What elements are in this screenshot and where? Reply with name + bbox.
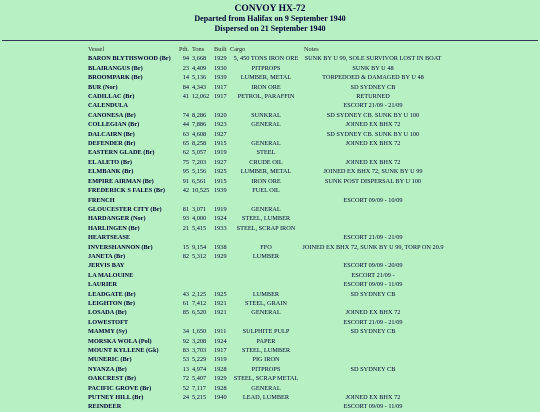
table-row — [88, 92, 444, 101]
cell-notes — [302, 355, 444, 364]
cell-notes — [302, 252, 444, 261]
cell-tons: 4,608 — [192, 130, 207, 138]
cell-tons: 6,520 — [192, 309, 207, 317]
cell-tons: 5,136 — [192, 74, 207, 82]
cell-built: 1925 — [214, 168, 227, 176]
table-row — [88, 73, 444, 82]
cell-tons — [192, 101, 214, 110]
cell-tons — [192, 402, 214, 411]
cell-notes: SUNK BY U 99, SOLE SURVIVOR LOST IN BOAT — [304, 55, 442, 63]
cell-built — [214, 280, 230, 289]
table-row — [88, 243, 444, 252]
cell-built: 1938 — [214, 243, 227, 251]
cell-vessel: INVERSHANNON (Br) — [88, 243, 153, 251]
cell-built: 1917 — [214, 347, 227, 354]
cell-notes: JOINED EX BHX 72, SUNK BY U 99 — [323, 168, 423, 176]
cell-cargo: LUMBER, METAL — [240, 168, 292, 176]
cell-built: 1939 — [214, 74, 227, 82]
cell-cargo — [230, 101, 302, 110]
table-row — [88, 214, 444, 223]
cell-notes: ESCORT 09/09 - 11/09 — [343, 403, 403, 411]
cell-vessel: MORSKA WOLA (Pol) — [88, 337, 152, 345]
cell-tons: 2,125 — [192, 290, 207, 298]
cell-notes: SD SYDNEY CB — [350, 83, 396, 91]
cell-cargo: SUNKRAL — [251, 111, 281, 119]
cell-vessel: MUNERIC (Br) — [88, 356, 132, 364]
table-row — [88, 101, 444, 110]
cell-tons: 4,000 — [192, 215, 207, 223]
table-row — [88, 299, 444, 308]
dispersal-line: Dispersed on 21 September 1940 — [214, 24, 326, 33]
table-row — [88, 111, 444, 120]
cell-cargo: FFO — [260, 243, 272, 251]
table-row — [88, 384, 444, 393]
cell-vessel: PACIFIC GROVE (Br) — [88, 384, 152, 392]
cell-vessel: HEARTSEASE — [88, 234, 131, 242]
cell-built: 1927 — [214, 158, 227, 166]
cell-built: 1925 — [214, 290, 227, 298]
cell-built: 1923 — [214, 121, 227, 129]
cell-tons — [192, 280, 214, 289]
cell-vessel: CADILLAC (Br) — [88, 93, 135, 101]
cell-pdt: 75 — [182, 158, 189, 166]
cell-cargo: PITPROPS — [251, 365, 281, 373]
cell-tons: 6,561 — [192, 177, 207, 185]
cell-tons: 7,203 — [192, 158, 207, 166]
cell-cargo: CRUDE OIL — [249, 158, 283, 166]
cell-pdt: 65 — [182, 140, 189, 148]
table-row — [88, 167, 444, 176]
cell-tons: 9,154 — [192, 243, 207, 251]
cell-vessel: LEIGHTON (Br) — [88, 299, 135, 307]
cell-notes: RETURNED — [356, 93, 390, 101]
cell-pdt: 23 — [182, 64, 189, 72]
cell-pdt — [179, 261, 192, 270]
cell-notes: SD SYDNEY CB. SUNK BY U 100 — [326, 130, 420, 138]
cell-vessel: FRENCH — [88, 196, 115, 204]
table-row — [88, 252, 444, 261]
cell-built: 1929 — [214, 55, 227, 63]
cell-notes — [302, 148, 444, 157]
table-row — [88, 365, 444, 374]
cell-built: 1928 — [214, 365, 227, 373]
table-row — [88, 158, 444, 167]
cell-tons: 8,258 — [192, 140, 207, 148]
table-row — [88, 271, 444, 280]
table-row — [88, 130, 444, 139]
table-row — [88, 402, 444, 411]
cell-tons: 1,650 — [192, 328, 207, 336]
cell-built: 1933 — [214, 224, 227, 232]
cell-pdt: 74 — [182, 111, 189, 119]
cell-built — [214, 101, 230, 110]
cell-tons — [192, 261, 214, 270]
cell-built: 1927 — [214, 130, 227, 138]
cell-tons: 5,215 — [192, 394, 207, 402]
cell-pdt: 81 — [182, 205, 189, 213]
cell-notes: ESCORT 21/09 - 21/09 — [343, 318, 403, 326]
cell-vessel: EL ALETO (Br) — [88, 158, 132, 166]
cell-built — [214, 402, 230, 411]
table-row — [88, 280, 444, 289]
cell-built: 1915 — [214, 140, 227, 148]
cell-built: 1929 — [214, 375, 227, 383]
page-header — [0, 0, 540, 34]
cell-cargo — [230, 271, 302, 280]
cell-pdt: 53 — [182, 356, 189, 364]
cell-tons: 4,343 — [192, 83, 207, 91]
cell-vessel: LEADGATE (Br) — [88, 290, 136, 298]
cell-notes — [302, 337, 444, 346]
cell-pdt: 44 — [182, 121, 189, 129]
cell-built: 1915 — [214, 177, 227, 185]
cell-notes: ESCORT 21/09 - — [351, 271, 395, 279]
cell-pdt: 41 — [182, 93, 189, 101]
col-vessel: Vessel — [88, 46, 105, 53]
departure-line: Departed from Halifax on 9 September 1940 — [194, 14, 346, 23]
cell-vessel: MOUNT KYLLENE (Gk) — [88, 347, 159, 354]
cell-notes: ESCORT 09/09 - 20/09 — [343, 262, 403, 270]
cell-pdt: 21 — [182, 224, 189, 232]
cell-notes: JOINED EX BHX 72 — [345, 121, 401, 129]
cell-vessel: LOWESTOFT — [88, 318, 129, 326]
cell-tons: 7,886 — [192, 121, 207, 129]
cell-vessel: ELMBANK (Br) — [88, 168, 134, 176]
cell-vessel: COLLEGIAN (Br) — [88, 121, 140, 129]
cell-notes: SD SYDNEY CB — [350, 328, 396, 336]
cell-cargo: FUEL OIL — [252, 187, 280, 195]
cell-notes: ESCORT 09/09 - 10/09 — [343, 196, 403, 204]
cell-vessel: LOSADA (Br) — [88, 309, 127, 317]
cell-notes — [302, 186, 444, 195]
cell-notes: SUNK POST DISPERSAL BY U 100 — [324, 177, 422, 185]
col-built: Built — [214, 46, 227, 53]
cell-pdt: 92 — [182, 337, 189, 345]
cell-notes — [302, 384, 444, 393]
cell-cargo — [230, 261, 302, 270]
cell-vessel: LA MALOUINE — [88, 271, 134, 279]
cell-cargo: SULPHITE PULP — [242, 328, 290, 336]
cell-notes: ESCORT 21/09 - 21/09 — [343, 102, 403, 110]
cell-vessel: DEFENDER (Br) — [88, 140, 136, 148]
cell-notes — [302, 346, 444, 355]
cell-tons: 5,229 — [192, 356, 207, 364]
table-row — [88, 139, 444, 148]
cell-pdt: 72 — [182, 375, 189, 383]
cell-notes: SD SYDNEY CB. SUNK BY U 100 — [326, 111, 420, 119]
cell-tons: 5,407 — [192, 375, 207, 383]
cell-cargo — [230, 130, 302, 139]
cell-built: 1928 — [214, 384, 227, 392]
cell-built: 1919 — [214, 356, 227, 364]
cell-built: 1940 — [214, 394, 227, 402]
cell-built: 1921 — [214, 309, 227, 317]
cell-pdt: 14 — [182, 74, 189, 82]
table-row — [88, 346, 444, 355]
cell-pdt: 85 — [182, 309, 189, 317]
cell-vessel: JERVIS BAY — [88, 262, 125, 270]
table-row — [88, 196, 444, 205]
cell-pdt: 43 — [182, 290, 189, 298]
cell-built: 1930 — [214, 64, 227, 72]
table-row — [88, 64, 444, 73]
cell-pdt: 63 — [182, 130, 189, 138]
cell-built: 1919 — [214, 205, 227, 213]
cell-vessel: EMPIRE AIRMAN (Br) — [88, 177, 154, 185]
cell-pdt: 83 — [182, 347, 189, 354]
cell-pdt: 84 — [182, 83, 189, 91]
cell-cargo: IRON ORE — [251, 177, 281, 185]
cell-cargo — [230, 318, 302, 327]
cell-cargo: LUMBER — [252, 252, 280, 260]
cell-cargo: STEEL — [256, 149, 276, 157]
table-row — [88, 205, 444, 214]
col-tons: Tons — [192, 46, 205, 53]
cell-tons: 3,208 — [192, 337, 207, 345]
cell-tons: 7,117 — [192, 384, 206, 392]
cell-vessel: LAURIER — [88, 281, 118, 289]
cell-built — [214, 233, 230, 242]
table-row — [88, 224, 444, 233]
table-row — [88, 318, 444, 327]
cell-tons: 12,062 — [192, 93, 210, 101]
table-row — [88, 393, 444, 402]
cell-pdt: 82 — [182, 252, 189, 260]
cell-notes: SD SYDNEY CB — [350, 365, 396, 373]
cell-cargo: 5, 450 TONS IRON ORE — [233, 55, 299, 63]
table-header-row — [88, 45, 444, 54]
cell-cargo — [230, 233, 302, 242]
cell-cargo: STEEL, LUMBER — [241, 347, 291, 354]
cell-notes: ESCORT 09/09 - 11/09 — [343, 281, 403, 289]
cell-vessel: BROOMPARK (Br) — [88, 74, 143, 82]
cell-tons: 4,974 — [192, 365, 207, 373]
cell-built: 1924 — [214, 215, 227, 223]
cell-notes: JOINED EX BHX 72 — [345, 394, 401, 402]
cell-cargo — [230, 402, 302, 411]
cell-built: 1917 — [214, 83, 227, 91]
cell-vessel: NYANZA (Br) — [88, 365, 127, 373]
table-row — [88, 374, 444, 383]
cell-pdt — [179, 402, 192, 411]
table-row — [88, 120, 444, 129]
cell-built: 1911 — [214, 328, 227, 336]
cell-tons: 4,409 — [192, 64, 207, 72]
cell-notes: SUNK BY U 48 — [352, 64, 394, 72]
cell-notes — [302, 374, 444, 383]
cell-cargo: STEEL, SCRAP IRON — [236, 224, 296, 232]
convoy-title: CONVOY HX-72 — [234, 4, 306, 14]
cell-vessel: BUR (Nor) — [88, 83, 118, 91]
table-row — [88, 290, 444, 299]
cell-vessel: DALCAIRN (Br) — [88, 130, 135, 138]
cell-cargo: PAPER — [256, 337, 276, 345]
cell-built: 1929 — [214, 252, 227, 260]
cell-notes: TORPEDOED & DAMAGED BY U 48 — [322, 74, 424, 82]
cell-built: 1924 — [214, 337, 227, 345]
cell-vessel: CALENDULA — [88, 102, 128, 110]
cell-tons: 3,668 — [192, 55, 207, 63]
cell-cargo — [230, 280, 302, 289]
cell-tons: 10,525 — [192, 187, 210, 195]
table-row — [88, 337, 444, 346]
cell-built — [214, 261, 230, 270]
cell-cargo: STEEL, SCRAP METAL — [233, 375, 299, 383]
cell-built: 1919 — [214, 149, 227, 157]
cell-pdt: 34 — [182, 328, 189, 336]
cell-tons: 8,286 — [192, 111, 207, 119]
cell-built: 1917 — [214, 93, 227, 101]
cell-tons — [192, 233, 214, 242]
table-row — [88, 186, 444, 195]
cell-tons: 5,057 — [192, 149, 207, 157]
convoy-table — [88, 45, 444, 412]
cell-tons — [192, 196, 214, 205]
cell-notes: JOINED EX BHX 72 — [345, 140, 401, 148]
cell-pdt — [179, 233, 192, 242]
cell-cargo: GENERAL — [251, 205, 281, 213]
cell-cargo: LUMBER — [252, 290, 280, 298]
table-row — [88, 177, 444, 186]
cell-cargo: GENERAL — [251, 384, 281, 392]
cell-pdt: 62 — [182, 149, 189, 157]
cell-cargo: LEAD, LUMBER — [242, 394, 290, 402]
table-row — [88, 308, 444, 317]
cell-tons: 5,156 — [192, 168, 207, 176]
cell-pdt — [179, 196, 192, 205]
cell-cargo: STEEL, LUMBER — [241, 215, 291, 223]
cell-tons: 3,071 — [192, 205, 207, 213]
cell-vessel: OAKCREST (Br) — [88, 375, 136, 383]
cell-pdt: 42 — [182, 187, 189, 195]
cell-cargo: GENERAL — [251, 121, 281, 129]
cell-cargo: PIG IRON — [252, 356, 280, 364]
cell-built: 1920 — [214, 111, 227, 119]
cell-built: 1939 — [214, 187, 227, 195]
cell-pdt: 95 — [182, 168, 189, 176]
cell-tons — [192, 318, 214, 327]
cell-vessel: HARLINGEN (Br) — [88, 224, 140, 232]
table-row — [88, 355, 444, 364]
table-row — [88, 233, 444, 242]
cell-pdt — [179, 271, 192, 280]
cell-cargo: PETROL, PARAFFIN — [237, 93, 295, 101]
cell-pdt: 24 — [182, 394, 189, 402]
table-row — [88, 83, 444, 92]
cell-vessel: JANETA (Br) — [88, 252, 126, 260]
cell-pdt — [179, 318, 192, 327]
cell-vessel: CANONESA (Br) — [88, 111, 136, 119]
header-divider — [2, 40, 538, 41]
cell-notes: JOINED EX BHX 72, SUNK BY U 99, TORP ON 20.9 — [302, 243, 444, 251]
cell-tons: 5,415 — [192, 224, 207, 232]
cell-vessel: GLOUCESTER CITY (Br) — [88, 205, 162, 213]
cell-cargo — [230, 196, 302, 205]
cell-built — [214, 196, 230, 205]
cell-cargo: IRON ORE — [251, 83, 281, 91]
cell-vessel: HARDANGER (Nor) — [88, 215, 146, 223]
cell-tons: 3,703 — [192, 347, 207, 354]
cell-cargo: LUMBER, METAL — [240, 74, 292, 82]
cell-pdt: 94 — [182, 55, 189, 63]
cell-pdt: 52 — [182, 384, 189, 392]
cell-tons: 7,412 — [192, 299, 207, 307]
cell-vessel: MAMMY (Sy) — [88, 328, 128, 336]
cell-vessel: BLAIRANGUS (Br) — [88, 64, 143, 72]
cell-built: 1921 — [214, 299, 227, 307]
cell-notes: ESCORT 21/09 - 21/09 — [343, 234, 403, 242]
cell-cargo: PITPROPS — [251, 64, 281, 72]
cell-vessel: FREDERICK S FALES (Br) — [88, 187, 166, 195]
cell-pdt: 93 — [182, 215, 189, 223]
cell-pdt — [179, 280, 192, 289]
table-row — [88, 327, 444, 336]
col-cargo: Cargo — [230, 46, 246, 53]
cell-tons — [192, 271, 214, 280]
col-pdt: Pdt. — [179, 46, 189, 53]
cell-notes — [302, 299, 444, 308]
col-notes: Notes — [304, 46, 319, 53]
cell-notes: SD SYDNEY CB — [350, 290, 396, 298]
cell-notes — [302, 205, 444, 214]
cell-vessel: REINDEER — [88, 403, 122, 411]
cell-tons: 5,312 — [192, 252, 207, 260]
cell-pdt — [179, 101, 192, 110]
cell-pdt: 15 — [182, 243, 189, 251]
cell-notes: JOINED EX BHX 72 — [345, 309, 401, 317]
cell-pdt: 61 — [182, 299, 189, 307]
cell-built — [214, 318, 230, 327]
cell-notes: JOINED EX BHX 72 — [345, 158, 401, 166]
cell-notes — [302, 214, 444, 223]
cell-cargo: GENERAL — [251, 309, 281, 317]
cell-vessel: BARON BLYTHSWOOD (Br) — [88, 55, 171, 63]
cell-vessel: PUTNEY HILL (Br) — [88, 394, 144, 402]
table-row — [88, 54, 444, 63]
cell-pdt: 91 — [182, 177, 189, 185]
cell-notes — [302, 224, 444, 233]
cell-cargo: GENERAL — [251, 140, 281, 148]
cell-cargo: STEEL, GRAIN — [245, 299, 287, 307]
table-row — [88, 148, 444, 157]
table-row — [88, 261, 444, 270]
cell-built — [214, 271, 230, 280]
cell-pdt: 13 — [182, 365, 189, 373]
cell-vessel: EASTERN GLADE (Br) — [88, 149, 155, 157]
